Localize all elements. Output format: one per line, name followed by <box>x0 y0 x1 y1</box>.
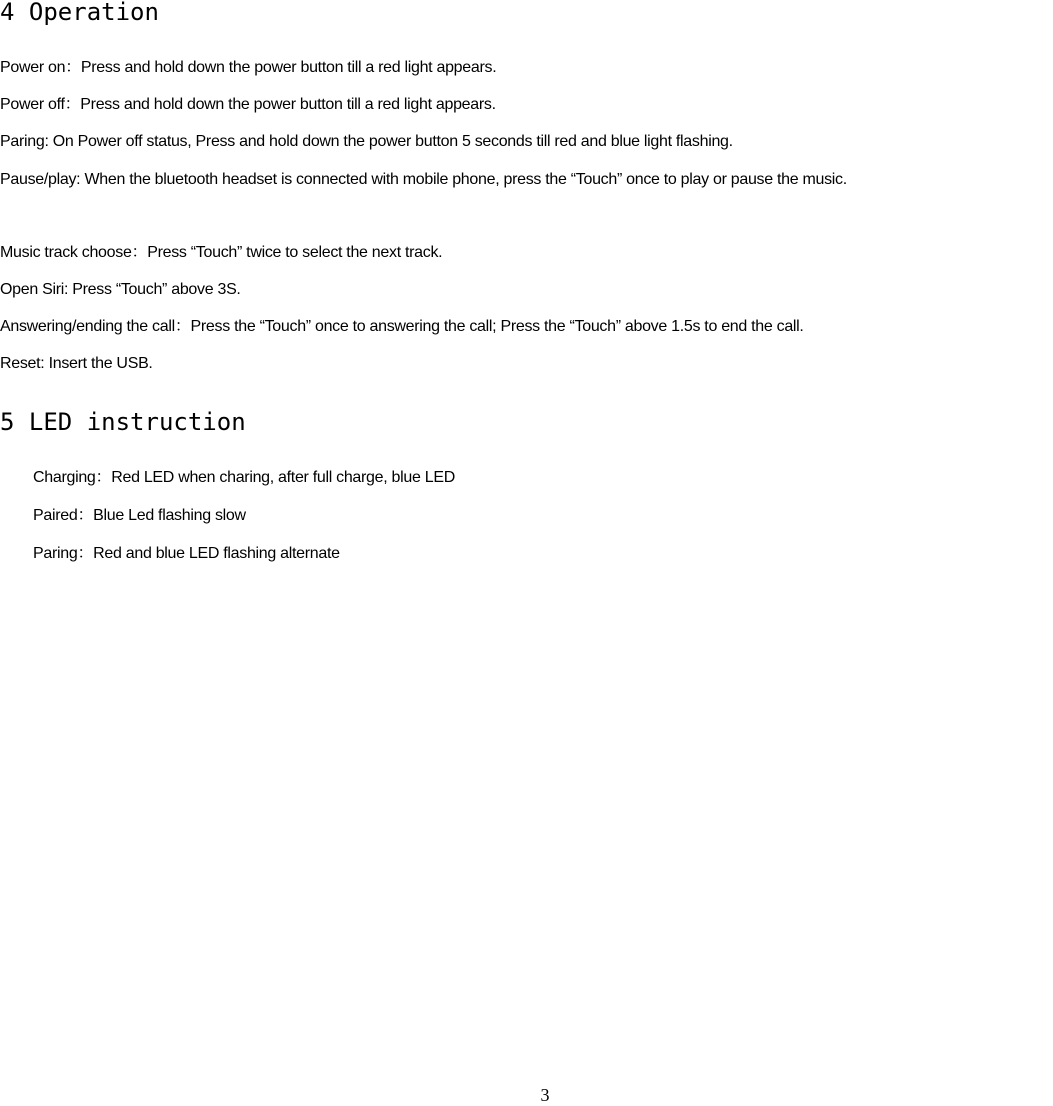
power-on-instruction: Power on：Press and hold down the power button till a red light appears. <box>0 59 497 76</box>
pairing-led-item: Paring：Red and blue LED flashing alternate <box>33 545 340 562</box>
charging-led-item: Charging：Red LED when charing, after full charge, blue LED <box>33 469 455 486</box>
operation-instructions <box>0 56 1053 389</box>
track-choose-instruction: Music track choose：Press “Touch” twice to select the next track. <box>0 244 443 261</box>
pause-play-instruction: Pause/play: When the bluetooth headset is connected with mobile phone, press the “Touch” once to play or pause the music. <box>0 171 847 188</box>
power-off-instruction: Power off：Press and hold down the power button till a red light appears. <box>0 96 496 113</box>
operation-heading: 4 Operation <box>0 0 159 26</box>
call-instruction: Answering/ending the call：Press the “Touch” once to answering the call; Press the “Touch” above 1.5s to end the call. <box>0 318 804 335</box>
paired-led-item: Paired：Blue Led flashing slow <box>33 507 246 524</box>
siri-instruction: Open Siri: Press “Touch” above 3S. <box>0 281 241 298</box>
page-number: 3 <box>540 1085 550 1105</box>
led-instructions <box>33 466 455 580</box>
led-heading: 5 LED instruction <box>0 408 246 436</box>
pairing-instruction: Paring: On Power off status, Press and hold down the power button 5 seconds till red and blue light flashing. <box>0 133 733 150</box>
reset-instruction: Reset: Insert the USB. <box>0 355 153 372</box>
